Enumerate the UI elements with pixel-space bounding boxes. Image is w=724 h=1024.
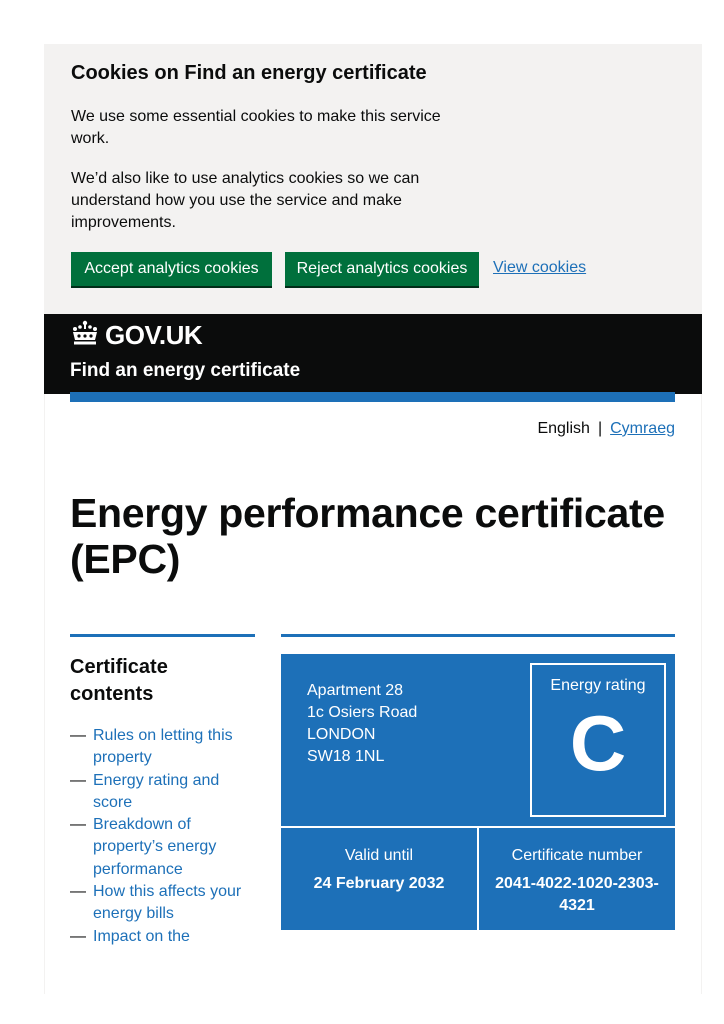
cookie-banner-text-essential: We use some essential cookies to make this service work. xyxy=(71,108,441,147)
service-name-link[interactable]: Find an energy certificate xyxy=(70,360,301,381)
energy-rating-label: Energy rating xyxy=(550,677,646,694)
language-current: English xyxy=(537,420,590,437)
contents-item: — How this affects your energy bills xyxy=(70,883,242,923)
cookie-banner-title: Cookies on Find an energy certificate xyxy=(71,62,427,84)
energy-rating-letter: C xyxy=(569,699,627,787)
view-cookies-link[interactable]: View cookies xyxy=(493,259,587,276)
contents-item: — Energy rating and score xyxy=(70,771,220,811)
valid-until-label: Valid until xyxy=(344,847,414,864)
accept-analytics-cookies-button[interactable]: Accept analytics cookies xyxy=(71,252,272,286)
contents-link-rules-on-letting[interactable]: Rules on letting this property xyxy=(93,727,233,767)
contents-item: — Impact on the xyxy=(70,927,190,945)
valid-until-date: 24 February 2032 xyxy=(313,875,445,892)
address-postcode: SW18 1NL xyxy=(307,748,385,765)
cookie-banner xyxy=(44,44,702,314)
reject-analytics-cookies-button[interactable]: Reject analytics cookies xyxy=(285,252,479,286)
epc-panel-divider xyxy=(281,634,675,637)
address-line: LONDON xyxy=(307,726,376,743)
contents-item: — Breakdown of property’s energy performance xyxy=(70,816,217,878)
govuk-header xyxy=(44,314,702,394)
contents-link-breakdown[interactable]: Breakdown of property’s energy performance xyxy=(93,816,217,878)
address-line: Apartment 28 xyxy=(307,682,404,699)
contents-divider xyxy=(70,634,255,637)
contents-link-energy-bills[interactable]: How this affects your energy bills xyxy=(93,883,242,923)
contents-link-impact[interactable]: Impact on the xyxy=(93,927,190,945)
property-address xyxy=(307,680,417,768)
govuk-logo-text[interactable]: GOV.UK xyxy=(105,320,203,350)
contents-item: — Rules on letting this property xyxy=(70,727,233,767)
cookie-banner-text-analytics: We’d also like to use analytics cookies so we can understand how you use the service and make improvements. xyxy=(71,170,420,231)
epc-summary-panel xyxy=(281,654,675,826)
contents-list xyxy=(70,725,255,948)
page-title: Energy performance certificate (EPC) xyxy=(70,490,665,582)
certificate-number-label: Certificate number xyxy=(511,847,643,864)
language-cymraeg-link[interactable]: Cymraeg xyxy=(610,420,675,437)
energy-rating-box xyxy=(530,663,666,817)
valid-until-panel xyxy=(281,828,477,930)
certificate-number-value: 2041-4022-1020-2303-4321 xyxy=(495,875,659,914)
language-separator: | xyxy=(597,420,603,437)
crown-icon xyxy=(70,320,100,348)
contents-title: Certificate contents xyxy=(70,656,168,705)
address-line: 1c Osiers Road xyxy=(307,704,418,721)
certificate-number-panel xyxy=(479,828,675,930)
language-switcher xyxy=(537,420,675,438)
contents-link-energy-rating[interactable]: Energy rating and score xyxy=(93,771,220,811)
